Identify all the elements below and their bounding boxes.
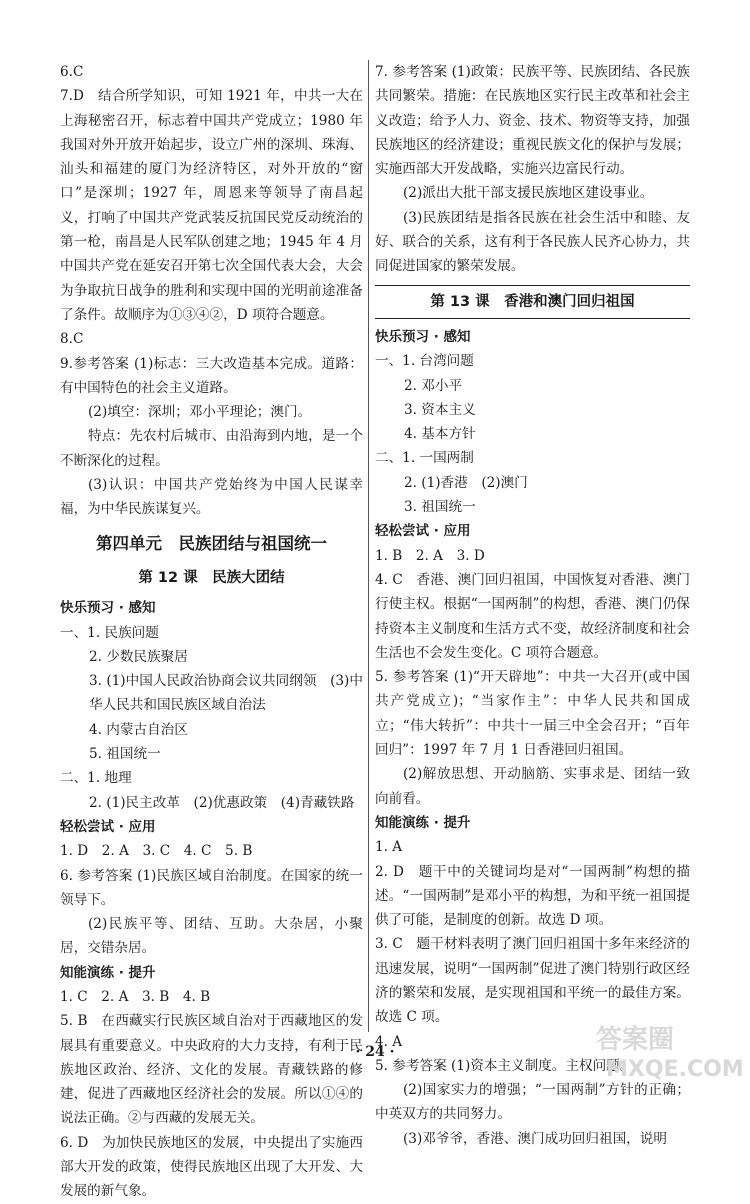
left-b2: 2. 少数民族聚居 xyxy=(89,648,188,665)
left-b7: 2. (1)民主改革 (2)优惠政策 (4)青藏铁路 xyxy=(89,794,355,811)
right-s5: 轻松尝试 · 应用 xyxy=(375,523,471,540)
left-a9b: (2)填空：深圳；邓小平理论；澳门。 xyxy=(88,404,312,421)
right-h5b: (2)国家实力的增强；“一国两制”方针的正确；中英双方的共同努力。 xyxy=(375,1082,690,1123)
svg-text:MXQE.COM: MXQE.COM xyxy=(606,1057,742,1082)
left-s3: 知能演练 · 提升 xyxy=(60,964,156,981)
right-h4: 4. A xyxy=(375,1033,403,1050)
right-h5: 5. 参考答案 (1)资本主义制度。主权问题。 xyxy=(375,1057,634,1074)
left-b4: 4. 内蒙古自治区 xyxy=(89,721,188,738)
right-g1: 1. B 2. A 3. D xyxy=(375,547,485,564)
left-b1: 一、1. 民族问题 xyxy=(60,624,159,641)
left-s1: 快乐预习 · 感知 xyxy=(60,600,156,617)
left-s2: 轻松尝试 · 应用 xyxy=(60,818,156,835)
watermark-logo xyxy=(592,1018,742,1084)
right-f1: 一、1. 台湾问题 xyxy=(375,353,474,370)
left-b6: 二、1. 地理 xyxy=(60,770,132,787)
left-l12: 第 12 课 民族大团结 xyxy=(138,569,285,586)
right-g5b: (2)解放思想、开动脑筋、实事求是、团结一致向前看。 xyxy=(375,766,690,807)
left-c6b: (2)民族平等、团结、互助。大杂居，小聚居，交错杂居。 xyxy=(60,916,363,957)
left-c1: 1. D 2. A 3. C 4. C 5. B xyxy=(60,843,253,860)
right-f6: 2. (1)香港 (2)澳门 xyxy=(404,474,528,491)
left-d5: 5. B 在西藏实行民族区域自治对于西藏地区的发展具有重要意义。中央政府的大力支持，有利于民族地区政治、经济、文化的发展。青藏铁路的修建，促进了西藏地区经济社会的发展。所以①④的说法正确。②与西藏的发展无关。 xyxy=(60,1013,363,1127)
right-h1: 1. A xyxy=(375,839,403,856)
left-a6: 6.C xyxy=(60,64,84,80)
right-e7c: (3)民族团结是指各民族在社会生活中和睦、友好、联合的关系，这有利于各民族人民齐心协力，共同促进国家的繁荣发展。 xyxy=(375,209,690,275)
left-a8: 8.C xyxy=(60,331,84,348)
right-f3: 3. 资本主义 xyxy=(404,401,476,418)
left-a9d: (3)认识：中国共产党始终为中国人民谋幸福，为中华民族谋复兴。 xyxy=(60,477,363,518)
right-h5c: (3)邓爷爷，香港、澳门成功回归祖国，说明 xyxy=(403,1130,667,1147)
right-h2: 2. D 题干中的关键词均是对“一国两制”构想的描述。“一国两制”是邓小平的构想，为和平统一祖国提供了可能，是制度的创新。故选 D 项。 xyxy=(375,863,690,929)
left-b3: 3. (1)中国人民政治协商会议共同纲领 (3)中华人民共和国民族区域自治法 xyxy=(89,673,363,714)
right-l13: 第 13 课 香港和澳门回归祖国 xyxy=(375,285,690,319)
column-divider xyxy=(368,60,369,1032)
left-a9c: 特点：先农村后城市、由沿海到内地，是一个不断深化的过程。 xyxy=(60,428,363,469)
left-unit4: 第四单元 民族团结与祖国统一 xyxy=(96,533,327,553)
left-b5: 5. 祖国统一 xyxy=(89,746,161,763)
right-e7b: (2)派出大批干部支援民族地区建设事业。 xyxy=(403,185,654,202)
right-s4: 快乐预习 · 感知 xyxy=(375,328,471,345)
right-f5: 二、1. 一国两制 xyxy=(375,450,474,467)
right-column xyxy=(375,60,690,1151)
right-g4: 4. C 香港、澳门回归祖国，中国恢复对香港、澳门行使主权。根据“一国两制”的构想，香港、澳门仍保持资本主义制度和生活方式不变，故经济制度和社会生活也不会发生变化。C 项符合题意。 xyxy=(375,571,690,661)
left-d6: 6. D 为加快民族地区的发展，中央提出了实施西部大开发的政策，使得民族地区出现了大开发、大发展的新气象。 xyxy=(60,1134,363,1200)
left-column xyxy=(60,60,363,1204)
right-f7: 3. 祖国统一 xyxy=(404,499,476,516)
right-f4: 4. 基本方针 xyxy=(404,426,476,443)
svg-text:答案圈: 答案圈 xyxy=(596,1025,675,1055)
left-d1: 1. C 2. A 3. B 4. B xyxy=(60,988,211,1005)
right-h3: 3. C 题干材料表明了澳门回归祖国十多年来经济的迅速发展，说明“一国两制”促进了澳门特别行政区经济的繁荣和发展，是实现祖国和平统一的最佳方案。故选 C 项。 xyxy=(375,936,690,1026)
right-e7: 7. 参考答案 (1)政策：民族平等、民族团结、各民族共同繁荣。措施：在民族地区实行民主改革和社会主义改造；给予人力、资金、技术、物资等支持，加强民族地区的经济建设；重视民族文化的保护与发展；实施西部大开发战略，实施兴边富民行动。 xyxy=(375,64,690,178)
right-g5: 5. 参考答案 (1)“开天辟地”：中共一大召开(或中国共产党成立)；“当家作主”：中华人民共和国成立；“伟大转折”：中共十一届三中全会召开；“百年回归”：1997 年 7 月 1 日香港回归祖国。 xyxy=(375,669,690,759)
left-a7: 7.D 结合所学知识，可知 1921 年，中共一大在上海秘密召开，标志着中国共产党成立；1980 年我国对外开放开始起步，设立广州的深圳、珠海、汕头和福建的厦门为经济特区，对外开放的“窗口”是深圳；1927 年，周恩来等领导了南昌起义，打响了中国共产党武装反抗国民党反动统治的第一枪，南昌是人民军队创建之地；1945 年 4 月中国共产党在延安召开第七次全国代表大会，大会为争取抗日战争的胜利和实现中国的光明前途准备了条件。故顺序为①③④②，D 项符合题意。 xyxy=(60,88,363,323)
right-f2: 2. 邓小平 xyxy=(404,377,463,394)
right-s6: 知能演练 · 提升 xyxy=(375,814,471,831)
left-c6: 6. 参考答案 (1)民族区域自治制度。在国家的统一领导下。 xyxy=(60,867,363,908)
page-number: · 24 · xyxy=(355,1044,395,1060)
left-a9: 9.参考答案 (1)标志：三大改造基本完成。道路：有中国特色的社会主义道路。 xyxy=(60,355,363,396)
